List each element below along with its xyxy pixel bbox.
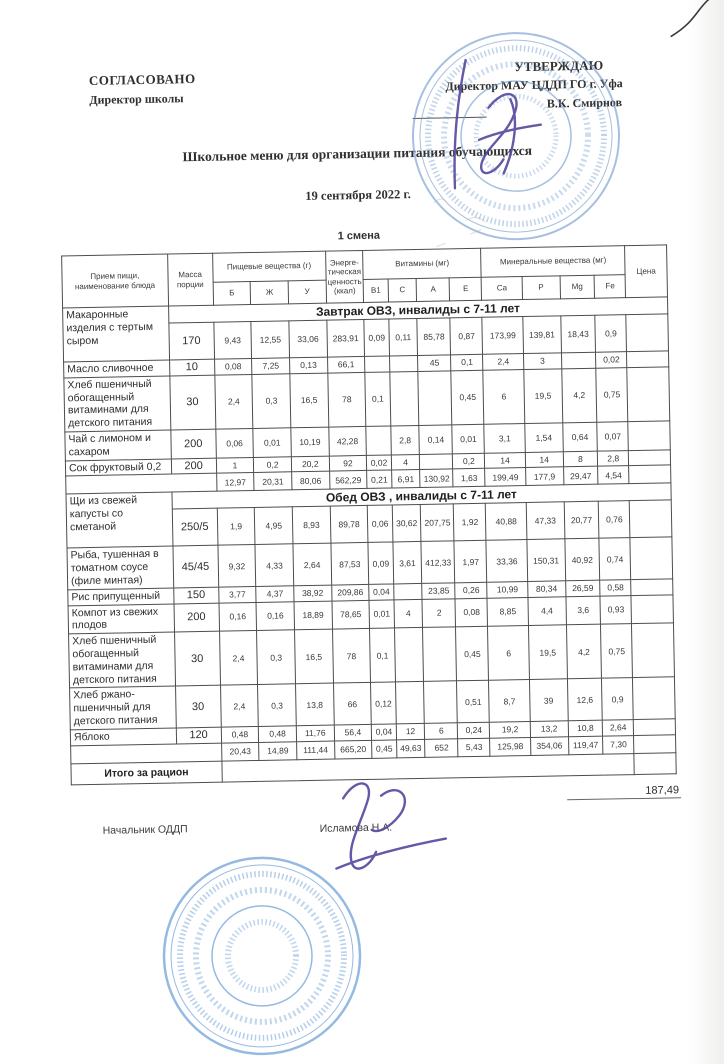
- portion-mass: 30: [175, 685, 221, 727]
- nutrient-value: 0,75: [601, 624, 633, 679]
- total-value: 6,91: [391, 470, 420, 489]
- portion-mass: 45/45: [173, 546, 219, 588]
- nutrient-value: 33,06: [289, 320, 327, 358]
- signature-icon: [305, 766, 457, 884]
- approved-subtitle: Директор МАУ ЦДДП ГО г. Уфа: [445, 76, 623, 94]
- nutrient-value: 47,33: [526, 502, 564, 540]
- pencil-scribble-icon: [416, 189, 517, 261]
- price-cell: [632, 623, 675, 678]
- nutrient-value: 89,78: [330, 506, 368, 544]
- nutrient-value: 0,01: [452, 424, 484, 453]
- nutrient-value: 3,6: [566, 596, 601, 625]
- price-cell: [633, 719, 675, 736]
- nutrient-value: 16,5: [295, 629, 334, 684]
- nutrient-value: 6: [483, 369, 525, 424]
- nutrient-value: 9,43: [214, 322, 252, 360]
- nutrient-value: 8,7: [489, 680, 530, 722]
- price-cell: [629, 500, 671, 538]
- col-header-carbs: У: [288, 280, 326, 304]
- nutrient-value: 40,88: [486, 503, 527, 541]
- nutrient-value: 0,02: [596, 352, 627, 368]
- nutrient-value: 0,48: [259, 725, 297, 741]
- col-header-e: Е: [450, 277, 482, 301]
- col-header-protein: Б: [213, 282, 251, 306]
- nutrient-value: 3,1: [484, 424, 525, 453]
- nutrient-value: [389, 355, 418, 371]
- nutrient-value: 2,4: [483, 354, 524, 371]
- total-value: 80,06: [292, 471, 330, 490]
- portion-mass: 30: [169, 375, 215, 430]
- nutrient-value: 0,58: [600, 579, 631, 595]
- nutrient-value: 2,64: [603, 719, 634, 735]
- approved-title: УТВЕРЖДАЮ: [514, 57, 604, 75]
- nutrient-value: 12,6: [567, 678, 603, 720]
- nutrient-value: 0,14: [419, 425, 453, 454]
- dish-name: Компот из свежих плодов: [68, 604, 174, 635]
- nutrient-value: 19,5: [524, 369, 563, 424]
- col-header-meal: Прием пищи, наименование блюда: [62, 254, 169, 308]
- nutrient-value: 0,08: [455, 598, 487, 627]
- dish-name: Яблоко: [70, 728, 176, 746]
- nutrient-value: 2,8: [391, 425, 420, 454]
- col-header-vitamins: Витамины (мг): [363, 248, 482, 279]
- section-title: Завтрак ОВЗ, инвалиды с 7-11 лет: [168, 297, 668, 323]
- portion-mass: 200: [174, 603, 220, 632]
- nutrient-value: 0,3: [252, 374, 291, 429]
- nutrient-value: 2,4: [220, 685, 258, 727]
- nutrient-value: 26,59: [565, 580, 600, 596]
- grand-total-price: 187,49: [567, 782, 681, 800]
- nutrient-value: 0,06: [368, 505, 393, 542]
- nutrient-value: 4,33: [255, 544, 293, 586]
- nutrient-value: 1,9: [217, 508, 255, 546]
- dish-name: Щи из свежей капусты со сметаной: [66, 492, 173, 548]
- nutrient-value: 6: [488, 626, 530, 681]
- nutrient-value: 33,36: [486, 540, 527, 582]
- signatory-role: Начальник ОДДП: [102, 823, 188, 837]
- nutrient-value: [365, 356, 390, 372]
- price-cell: [634, 752, 676, 774]
- nutrient-value: 0,45: [451, 370, 484, 425]
- nutrient-value: 0,16: [256, 601, 294, 630]
- portion-mass: 120: [176, 727, 221, 744]
- col-header-c: С: [388, 278, 417, 302]
- nutrient-value: 0,16: [219, 602, 257, 631]
- nutrient-value: 4: [391, 454, 420, 470]
- nutrient-value: 39: [529, 679, 567, 721]
- nutrient-value: 42,28: [328, 426, 366, 455]
- portion-mass: 10: [169, 359, 214, 376]
- nutrient-value: 0,11: [389, 318, 418, 356]
- nutrient-value: 2: [422, 598, 456, 627]
- nutrient-value: 78: [332, 629, 371, 684]
- total-value: 354,06: [530, 736, 568, 755]
- nutrient-value: 150,31: [527, 539, 565, 581]
- total-value: 125,98: [490, 737, 531, 756]
- nutrient-value: 283,91: [326, 319, 364, 357]
- nutrient-value: 0,01: [369, 600, 394, 629]
- total-value: 29,47: [563, 467, 598, 486]
- nutrient-value: 8,93: [292, 506, 330, 544]
- agreed-subtitle: Директор школы: [89, 91, 184, 107]
- shift-label: 1 смена: [337, 229, 381, 243]
- nutrient-value: 0,48: [221, 726, 259, 742]
- ration-total-label: Итого за рацион: [71, 761, 222, 785]
- total-value: 20,43: [221, 742, 259, 761]
- nutrient-value: 30,62: [392, 505, 421, 543]
- nutrient-value: 1,97: [454, 541, 487, 583]
- nutrient-value: 18,43: [560, 315, 595, 353]
- nutrient-value: [423, 627, 457, 682]
- nutrient-value: 207,75: [421, 504, 455, 542]
- nutrient-value: 19,5: [528, 625, 567, 680]
- nutrient-value: 412,33: [421, 541, 455, 583]
- price-cell: [631, 579, 673, 596]
- col-header-mg: Mg: [560, 275, 595, 299]
- nutrient-value: 38,92: [294, 585, 332, 601]
- nutrient-value: 80,34: [528, 581, 566, 597]
- nutrient-value: 16,5: [290, 373, 329, 428]
- dish-name: Рис припущенный: [68, 588, 174, 606]
- price-cell: [628, 449, 670, 466]
- dish-name: Рыба, тушенная в томатном соусе (филе минтая): [67, 546, 173, 589]
- signatory-name: Исламова Н.А.: [319, 821, 393, 835]
- total-value: 177,9: [526, 467, 564, 486]
- nutrient-value: 1,54: [525, 423, 563, 452]
- col-header-p: P: [522, 276, 560, 300]
- nutrient-value: 12,55: [251, 321, 289, 359]
- price-cell: [634, 734, 676, 753]
- nutrient-value: [424, 681, 458, 723]
- nutrient-value: 0,3: [258, 684, 296, 726]
- nutrient-value: 13,8: [296, 683, 334, 725]
- nutrient-value: 0,02: [367, 455, 392, 471]
- nutrient-value: 0,74: [599, 538, 631, 580]
- total-value: 20,31: [254, 472, 292, 491]
- total-value: 562,29: [329, 471, 367, 490]
- total-value: 4,54: [598, 466, 629, 485]
- nutrient-value: 4,95: [255, 507, 293, 545]
- document-date: 19 сентября 2022 г.: [305, 187, 411, 204]
- nutrient-value: 0,87: [450, 317, 483, 355]
- nutrient-value: 0,9: [595, 315, 626, 353]
- nutrient-value: 66,1: [327, 356, 365, 372]
- portion-mass: 200: [170, 429, 216, 458]
- col-header-b1: В1: [363, 279, 388, 302]
- nutrient-value: 0,09: [364, 319, 389, 356]
- nutrient-value: 45: [418, 355, 451, 371]
- nutrient-value: 0,2: [254, 456, 292, 472]
- nutrient-value: 56,4: [334, 724, 372, 740]
- nutrient-value: 0,76: [599, 501, 630, 539]
- signature-icon: [422, 54, 555, 196]
- nutrient-value: 4,2: [566, 624, 602, 679]
- col-header-fe: Fe: [594, 275, 625, 299]
- nutrient-value: 4,4: [528, 596, 566, 625]
- price-cell: [630, 537, 673, 579]
- menu-table-body: [63, 297, 677, 785]
- nutrient-value: 19,2: [490, 721, 531, 738]
- nutrient-value: 0,01: [253, 428, 291, 457]
- nutrient-value: 2,4: [219, 631, 258, 686]
- nutrient-value: 0,24: [458, 722, 490, 738]
- total-value: 7,30: [603, 735, 634, 754]
- price-cell: [631, 594, 673, 623]
- nutrient-value: [394, 583, 423, 599]
- nutrient-value: 85,78: [417, 318, 451, 356]
- price-cell: [628, 421, 670, 450]
- total-value: 49,63: [396, 739, 425, 758]
- dish-name: Сок фруктовый 0,2: [65, 459, 171, 477]
- nutrient-value: 7,25: [252, 358, 290, 374]
- nutrient-value: 8,85: [487, 597, 528, 626]
- nutrient-value: 0,04: [372, 724, 397, 740]
- nutrient-value: 3: [523, 353, 561, 369]
- portion-mass: 250/5: [172, 509, 218, 547]
- nutrient-value: 8: [563, 451, 598, 467]
- nutrient-value: 0,08: [214, 359, 252, 375]
- col-header-fat: Ж: [250, 281, 288, 305]
- nutrient-value: 2,64: [293, 543, 331, 585]
- nutrient-value: 3,61: [393, 542, 422, 584]
- total-value: 665,20: [334, 740, 372, 759]
- total-value: 111,44: [297, 741, 335, 760]
- total-value: 130,92: [420, 469, 453, 488]
- nutrient-value: 0,26: [455, 582, 487, 598]
- nutrient-value: 2,8: [598, 450, 629, 466]
- col-header-minerals: Минеральные вещества (мг): [481, 246, 625, 278]
- nutrient-value: 0,75: [596, 367, 628, 422]
- nutrient-value: 1,92: [454, 504, 487, 542]
- col-header-ca: Ca: [482, 277, 523, 301]
- nutrient-value: [418, 371, 452, 426]
- nutrient-value: 2,4: [215, 374, 254, 429]
- nutrient-value: [394, 628, 424, 683]
- nutrient-value: 0,1: [365, 372, 391, 427]
- total-value: 199,49: [485, 468, 526, 487]
- total-value: 1,63: [453, 469, 485, 488]
- nutrient-value: 87,53: [331, 543, 369, 585]
- nutrient-value: 209,86: [331, 584, 369, 600]
- document-title: Школьное меню для организации питания обучающихся: [182, 142, 533, 165]
- dish-name: Хлеб пшеничный обогащенный витаминами для детского питания: [69, 632, 176, 688]
- dish-name: Хлеб пшеничный обогащенный витаминами для детского питания: [64, 376, 171, 432]
- price-cell: [627, 367, 670, 422]
- nutrient-value: 0,13: [290, 357, 328, 373]
- nutrient-value: 20,77: [564, 502, 599, 540]
- nutrient-value: 9,32: [218, 545, 256, 587]
- nutrient-value: [561, 352, 596, 368]
- nutrient-value: 4: [394, 599, 423, 628]
- dish-name: Макаронные изделия с тертым сыром: [63, 306, 170, 362]
- total-value: 5,43: [458, 738, 490, 757]
- nutrient-value: 10,99: [487, 581, 528, 598]
- nutrient-value: 0,51: [457, 681, 490, 723]
- nutrient-value: 13,2: [530, 721, 568, 737]
- nutrient-value: 0,2: [453, 453, 485, 469]
- nutrient-value: 18,89: [294, 601, 332, 630]
- nutrient-value: 0,06: [216, 428, 254, 457]
- pen-mark-icon: [660, 0, 715, 44]
- nutrient-value: 23,85: [422, 583, 455, 599]
- agreed-block: [89, 71, 196, 108]
- nutrient-value: 0,3: [257, 630, 296, 685]
- col-header-nutrients: Пищевые вещества (г): [212, 251, 325, 282]
- dish-name: Масло сливочное: [64, 360, 170, 378]
- nutrient-value: 0,12: [371, 682, 396, 724]
- price-cell: [633, 677, 676, 719]
- total-value: 119,47: [568, 736, 603, 755]
- nutrient-value: 0,07: [597, 422, 628, 451]
- nutrient-value: 173,99: [482, 317, 523, 355]
- nutrient-value: 1: [216, 457, 254, 473]
- col-header-mass: Масса порции: [167, 253, 213, 306]
- approved-name: В.К. Смирнов: [546, 95, 623, 111]
- price-cell: [627, 351, 669, 368]
- col-header-a: А: [416, 278, 450, 302]
- nutrient-value: 10,8: [568, 720, 603, 736]
- menu-table: [61, 244, 677, 785]
- dish-name: Чай с лимоном и сахаром: [65, 430, 171, 461]
- nutrient-value: [366, 426, 391, 455]
- nutrient-value: 0,93: [600, 595, 631, 624]
- total-value: 0,21: [367, 470, 392, 488]
- portion-mass: 200: [171, 458, 216, 475]
- nutrient-value: 6: [425, 723, 458, 739]
- nutrient-value: 14: [485, 452, 526, 469]
- nutrient-value: 0,45: [456, 626, 489, 681]
- total-value: 12,97: [216, 473, 254, 492]
- dish-name: Хлеб ржано-пшеничный для детского питания: [70, 686, 176, 729]
- price-cell: [629, 465, 671, 484]
- nutrient-value: [395, 682, 424, 724]
- nutrient-value: 0,09: [368, 542, 393, 584]
- nutrient-value: 14: [525, 451, 563, 467]
- total-value: 652: [425, 738, 458, 757]
- nutrient-value: 20,2: [291, 456, 329, 472]
- nutrient-value: [420, 453, 453, 469]
- portion-mass: 150: [173, 587, 218, 604]
- nutrient-value: 0,1: [370, 628, 396, 683]
- nutrient-value: 12: [396, 723, 425, 739]
- total-value: 14,89: [259, 741, 297, 760]
- portion-mass: 30: [174, 631, 220, 686]
- nutrient-value: [390, 371, 420, 426]
- nutrient-value: 3,77: [218, 586, 256, 602]
- nutrient-value: 10,19: [291, 427, 329, 456]
- nutrient-value: 78: [327, 372, 366, 427]
- portion-mass: 170: [168, 322, 214, 360]
- nutrient-value: 92: [329, 455, 367, 471]
- nutrient-value: 0,64: [562, 422, 597, 451]
- nutrient-value: 4,37: [256, 586, 294, 602]
- total-value: 0,45: [372, 739, 397, 757]
- col-header-energy: Энерге-тическая ценность (ккал): [325, 250, 364, 303]
- agreed-title: СОГЛАСОВАНО: [88, 70, 196, 88]
- nutrient-value: 0,1: [451, 354, 483, 370]
- nutrient-value: 78,65: [332, 600, 370, 629]
- nutrient-value: 40,92: [564, 539, 600, 581]
- nutrient-value: 139,81: [523, 316, 561, 354]
- nutrient-value: 0,9: [602, 678, 634, 720]
- nutrient-value: 11,76: [296, 725, 334, 741]
- nutrient-value: 4,2: [561, 368, 597, 423]
- section-title: Обед ОВЗ , инвалиды с 7-11 лет: [172, 483, 672, 509]
- nutrient-value: 0,04: [369, 584, 394, 600]
- col-header-price: Цена: [625, 245, 668, 298]
- nutrient-value: 66: [333, 683, 371, 725]
- price-cell: [626, 314, 668, 352]
